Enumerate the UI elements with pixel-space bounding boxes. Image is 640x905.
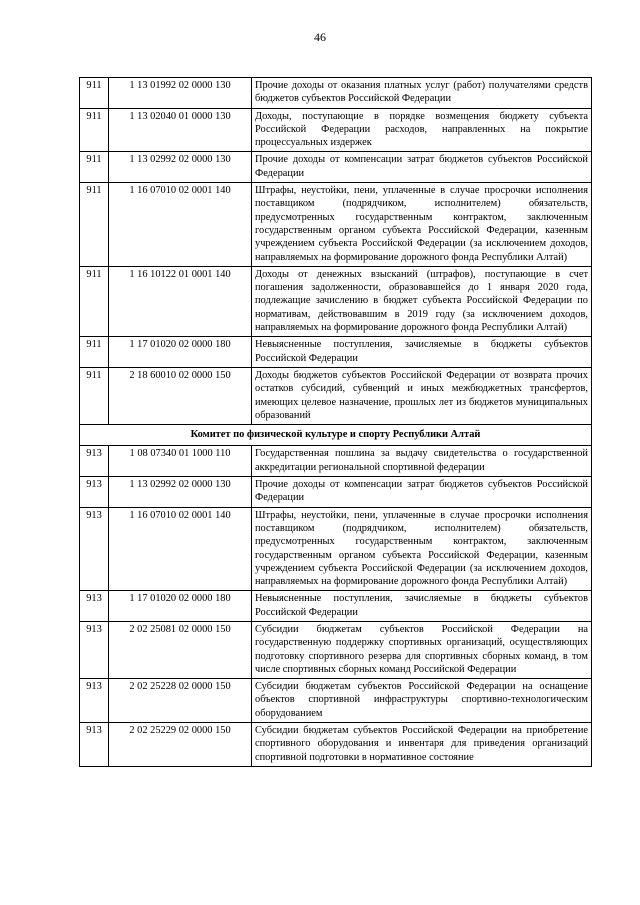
table-row (80, 78, 592, 109)
admin-code: 911 (80, 183, 109, 267)
revenue-description: Субсидии бюджетам субъектов Российской Федерации на приобретение спортивного оборудования и инвентаря для приведения организаций спортивной подготовки в нормативное состояние (252, 723, 592, 767)
admin-code: 911 (80, 367, 109, 424)
revenue-description: Прочие доходы от оказания платных услуг (работ) получателями средств бюджетов субъектов Российской Федерации (252, 78, 592, 109)
budget-codes-table (79, 77, 592, 767)
revenue-code: 1 13 01992 02 0000 130 (109, 78, 252, 109)
section-header: Комитет по физической культуре и спорту Республики Алтай (80, 425, 592, 446)
revenue-description: Доходы бюджетов субъектов Российской Федерации от возврата прочих остатков субсидий, субвенций и иных межбюджетных трансфертов, имеющих целевое назначение, прошлых лет из бюджетов муниципальных образований (252, 367, 592, 424)
table-row (80, 621, 592, 678)
revenue-code: 1 16 07010 02 0001 140 (109, 507, 252, 591)
revenue-code: 1 16 07010 02 0001 140 (109, 183, 252, 267)
revenue-description: Субсидии бюджетам субъектов Российской Федерации на государственную поддержку спортивных организаций, осуществляющих подготовку спортивного резерва для спортивных сборных команд, в том числе спортивных сборных команд Российской Федерации (252, 621, 592, 678)
admin-code: 911 (80, 152, 109, 183)
revenue-description: Штрафы, неустойки, пени, уплаченные в случае просрочки исполнения поставщиком (подрядчиком, исполнителем) обязательств, предусмотренных государственным контрактом, заключенным государственным органом субъекта Российской Федерации, казенным учреждением субъекта Российской Федерации (за исключением доходов, направляемых на формирование дорожного фонда Республики Алтай) (252, 183, 592, 267)
revenue-code: 1 08 07340 01 1000 110 (109, 446, 252, 477)
revenue-code: 2 18 60010 02 0000 150 (109, 367, 252, 424)
revenue-code: 2 02 25229 02 0000 150 (109, 723, 252, 767)
revenue-description: Доходы, поступающие в порядке возмещения бюджету субъекта Российской Федерации расходов, направленных на покрытие процессуальных издержек (252, 108, 592, 152)
admin-code: 913 (80, 446, 109, 477)
table-row (80, 446, 592, 477)
table-row (80, 723, 592, 767)
table-row (80, 591, 592, 622)
table-row (80, 266, 592, 336)
revenue-description: Штрафы, неустойки, пени, уплаченные в случае просрочки исполнения поставщиком (подрядчиком, исполнителем) обязательств, предусмотренных государственным контрактом, заключенным государственным органом субъекта Российской Федерации, казенным учреждением субъекта Российской Федерации (за исключением доходов, направляемых на формирование дорожного фонда Республики Алтай) (252, 507, 592, 591)
admin-code: 911 (80, 337, 109, 368)
section-header-row (80, 425, 592, 446)
revenue-description: Невыясненные поступления, зачисляемые в бюджеты субъектов Российской Федерации (252, 337, 592, 368)
revenue-code: 1 13 02992 02 0000 130 (109, 152, 252, 183)
admin-code: 911 (80, 108, 109, 152)
table-row (80, 477, 592, 508)
revenue-code: 1 13 02992 02 0000 130 (109, 477, 252, 508)
revenue-code: 1 16 10122 01 0001 140 (109, 266, 252, 336)
revenue-description: Прочие доходы от компенсации затрат бюджетов субъектов Российской Федерации (252, 152, 592, 183)
revenue-description: Государственная пошлина за выдачу свидетельства о государственной аккредитации региональной спортивной федерации (252, 446, 592, 477)
table-row (80, 337, 592, 368)
admin-code: 913 (80, 679, 109, 723)
revenue-code: 1 17 01020 02 0000 180 (109, 591, 252, 622)
page-number: 46 (314, 30, 326, 44)
table-row (80, 152, 592, 183)
revenue-code: 1 17 01020 02 0000 180 (109, 337, 252, 368)
admin-code: 913 (80, 621, 109, 678)
revenue-description: Прочие доходы от компенсации затрат бюджетов субъектов Российской Федерации (252, 477, 592, 508)
admin-code: 913 (80, 591, 109, 622)
revenue-description: Невыясненные поступления, зачисляемые в бюджеты субъектов Российской Федерации (252, 591, 592, 622)
table-row (80, 679, 592, 723)
table-row (80, 108, 592, 152)
table-row (80, 183, 592, 267)
admin-code: 911 (80, 78, 109, 109)
revenue-code: 1 13 02040 01 0000 130 (109, 108, 252, 152)
admin-code: 913 (80, 723, 109, 767)
admin-code: 913 (80, 507, 109, 591)
revenue-description: Субсидии бюджетам субъектов Российской Федерации на оснащение объектов спортивной инфраструктуры спортивно-технологическим оборудованием (252, 679, 592, 723)
revenue-code: 2 02 25228 02 0000 150 (109, 679, 252, 723)
table-row (80, 367, 592, 424)
admin-code: 913 (80, 477, 109, 508)
revenue-code: 2 02 25081 02 0000 150 (109, 621, 252, 678)
table-body (80, 78, 592, 767)
admin-code: 911 (80, 266, 109, 336)
revenue-description: Доходы от денежных взысканий (штрафов), поступающие в счет погашения задолженности, образовавшейся до 1 января 2020 года, подлежащие зачислению в бюджет субъекта Российской Федерации по нормативам, действовавшим в 2019 году (за исключением доходов, направляемых на формирование дорожного фонда Республики Алтай) (252, 266, 592, 336)
table-row (80, 507, 592, 591)
